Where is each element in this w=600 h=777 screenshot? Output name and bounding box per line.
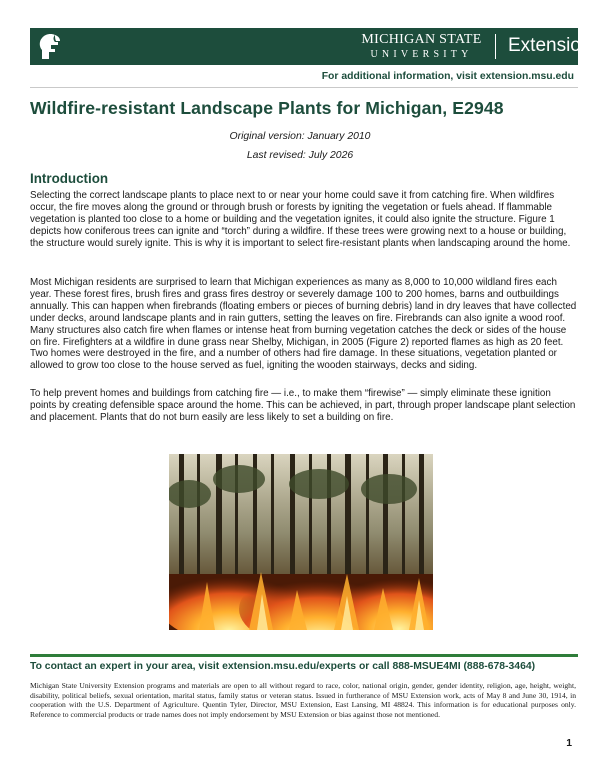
- brand-top-text: MICHIGAN STATE: [361, 32, 482, 47]
- msu-extension-banner: [30, 28, 592, 65]
- footer-divider: [30, 654, 578, 657]
- brand-divider: [495, 34, 496, 59]
- msu-wordmark: [359, 33, 484, 61]
- legal-notice: Michigan State University Extension programs and materials are open to all without regard to race, color, national origin, gender, gender identity, religion, age, height, weight, disability, political beliefs, sexual orientation, marital status, family status or veteran status. Issued in furtherance of MSU Extension work, acts of May 8 and June 30, 1914, in cooperation with the U.S. Department of Agriculture. Quentin Tyler, Director, MSU Extension, East Lansing, MI 48824. This information is for educational purposes only. Reference to commercial products or trade names does not imply endorsement by MSU Extension or bias against those not mentioned.: [30, 681, 576, 720]
- wildfire-photo: [169, 454, 433, 630]
- extension-label: Extension: [508, 35, 592, 56]
- paragraph-3: To help prevent homes and buildings from catching fire — i.e., to make them “firewise” — simply eliminate these ignition points by creating defensible space around the home. This can be achieved, in part, through proper landscape plant selection and placement. Plants that do not burn easily are less likely to set a building on fire.: [30, 388, 576, 423]
- section-heading-introduction: Introduction: [30, 171, 109, 186]
- more-info-line: For additional information, visit extension.msu.edu: [321, 71, 574, 82]
- header-divider: [30, 87, 578, 88]
- page-number: 1: [566, 738, 572, 749]
- original-version: Original version: January 2010: [229, 131, 371, 142]
- brand-bottom-text: UNIVERSITY: [370, 49, 473, 60]
- document-title: Wildfire-resistant Landscape Plants for Michigan, E2948: [30, 98, 504, 118]
- paragraph-1: Selecting the correct landscape plants to place next to or near your home could save it from catching fire. When wildfires occur, the fire moves along the ground or through brush or forests by igniting the vegetation or fuels ahead. If flammable vegetation is planted too close to a home or building and the vegetation ignites, it could also ignite the structure. Figure 1 depicts how coniferous trees can ignite and “torch” during a wildfire. If these trees were growing next to a house or building, the structure would surely ignite. This is why it is important to select fire-resistant plants when landscaping around the home.: [30, 190, 571, 249]
- contact-line: To contact an expert in your area, visit extension.msu.edu/experts or call 888-MSUE4MI (888-678-3464): [30, 661, 536, 672]
- paragraph-2: Most Michigan residents are surprised to learn that Michigan experiences as many as 8,000 to 10,000 wildland fires each year. These forest fires, brush fires and grass fires destroy or severely damage 100 to 200 homes, barns and outbuildings annually. This can happen when firebrands (floating embers or pieces of burning debris) land in dry leaves that have collected under decks, around landscape plants and in rain gutters, setting the leaves on fire. Firebrands can also ignite a wood roof. Many structures also catch fire when flames or intense heat from burning vegetation catches the deck or sides of the house on fire. Firefighters at a wildfire in dune grass near Shelby, Michigan, in 2005 (Figure 2) reported flames as high as 20 feet. Two homes were destroyed in the fire, and a number of others had fire damage. In these situations, vegetation planted or allowed to grow too close to the house served as fuel, igniting the wooden stairways, decks and siding.: [30, 277, 577, 372]
- spartan-helmet-icon: [36, 31, 62, 62]
- last-revised: Last revised: July 2026: [246, 150, 354, 161]
